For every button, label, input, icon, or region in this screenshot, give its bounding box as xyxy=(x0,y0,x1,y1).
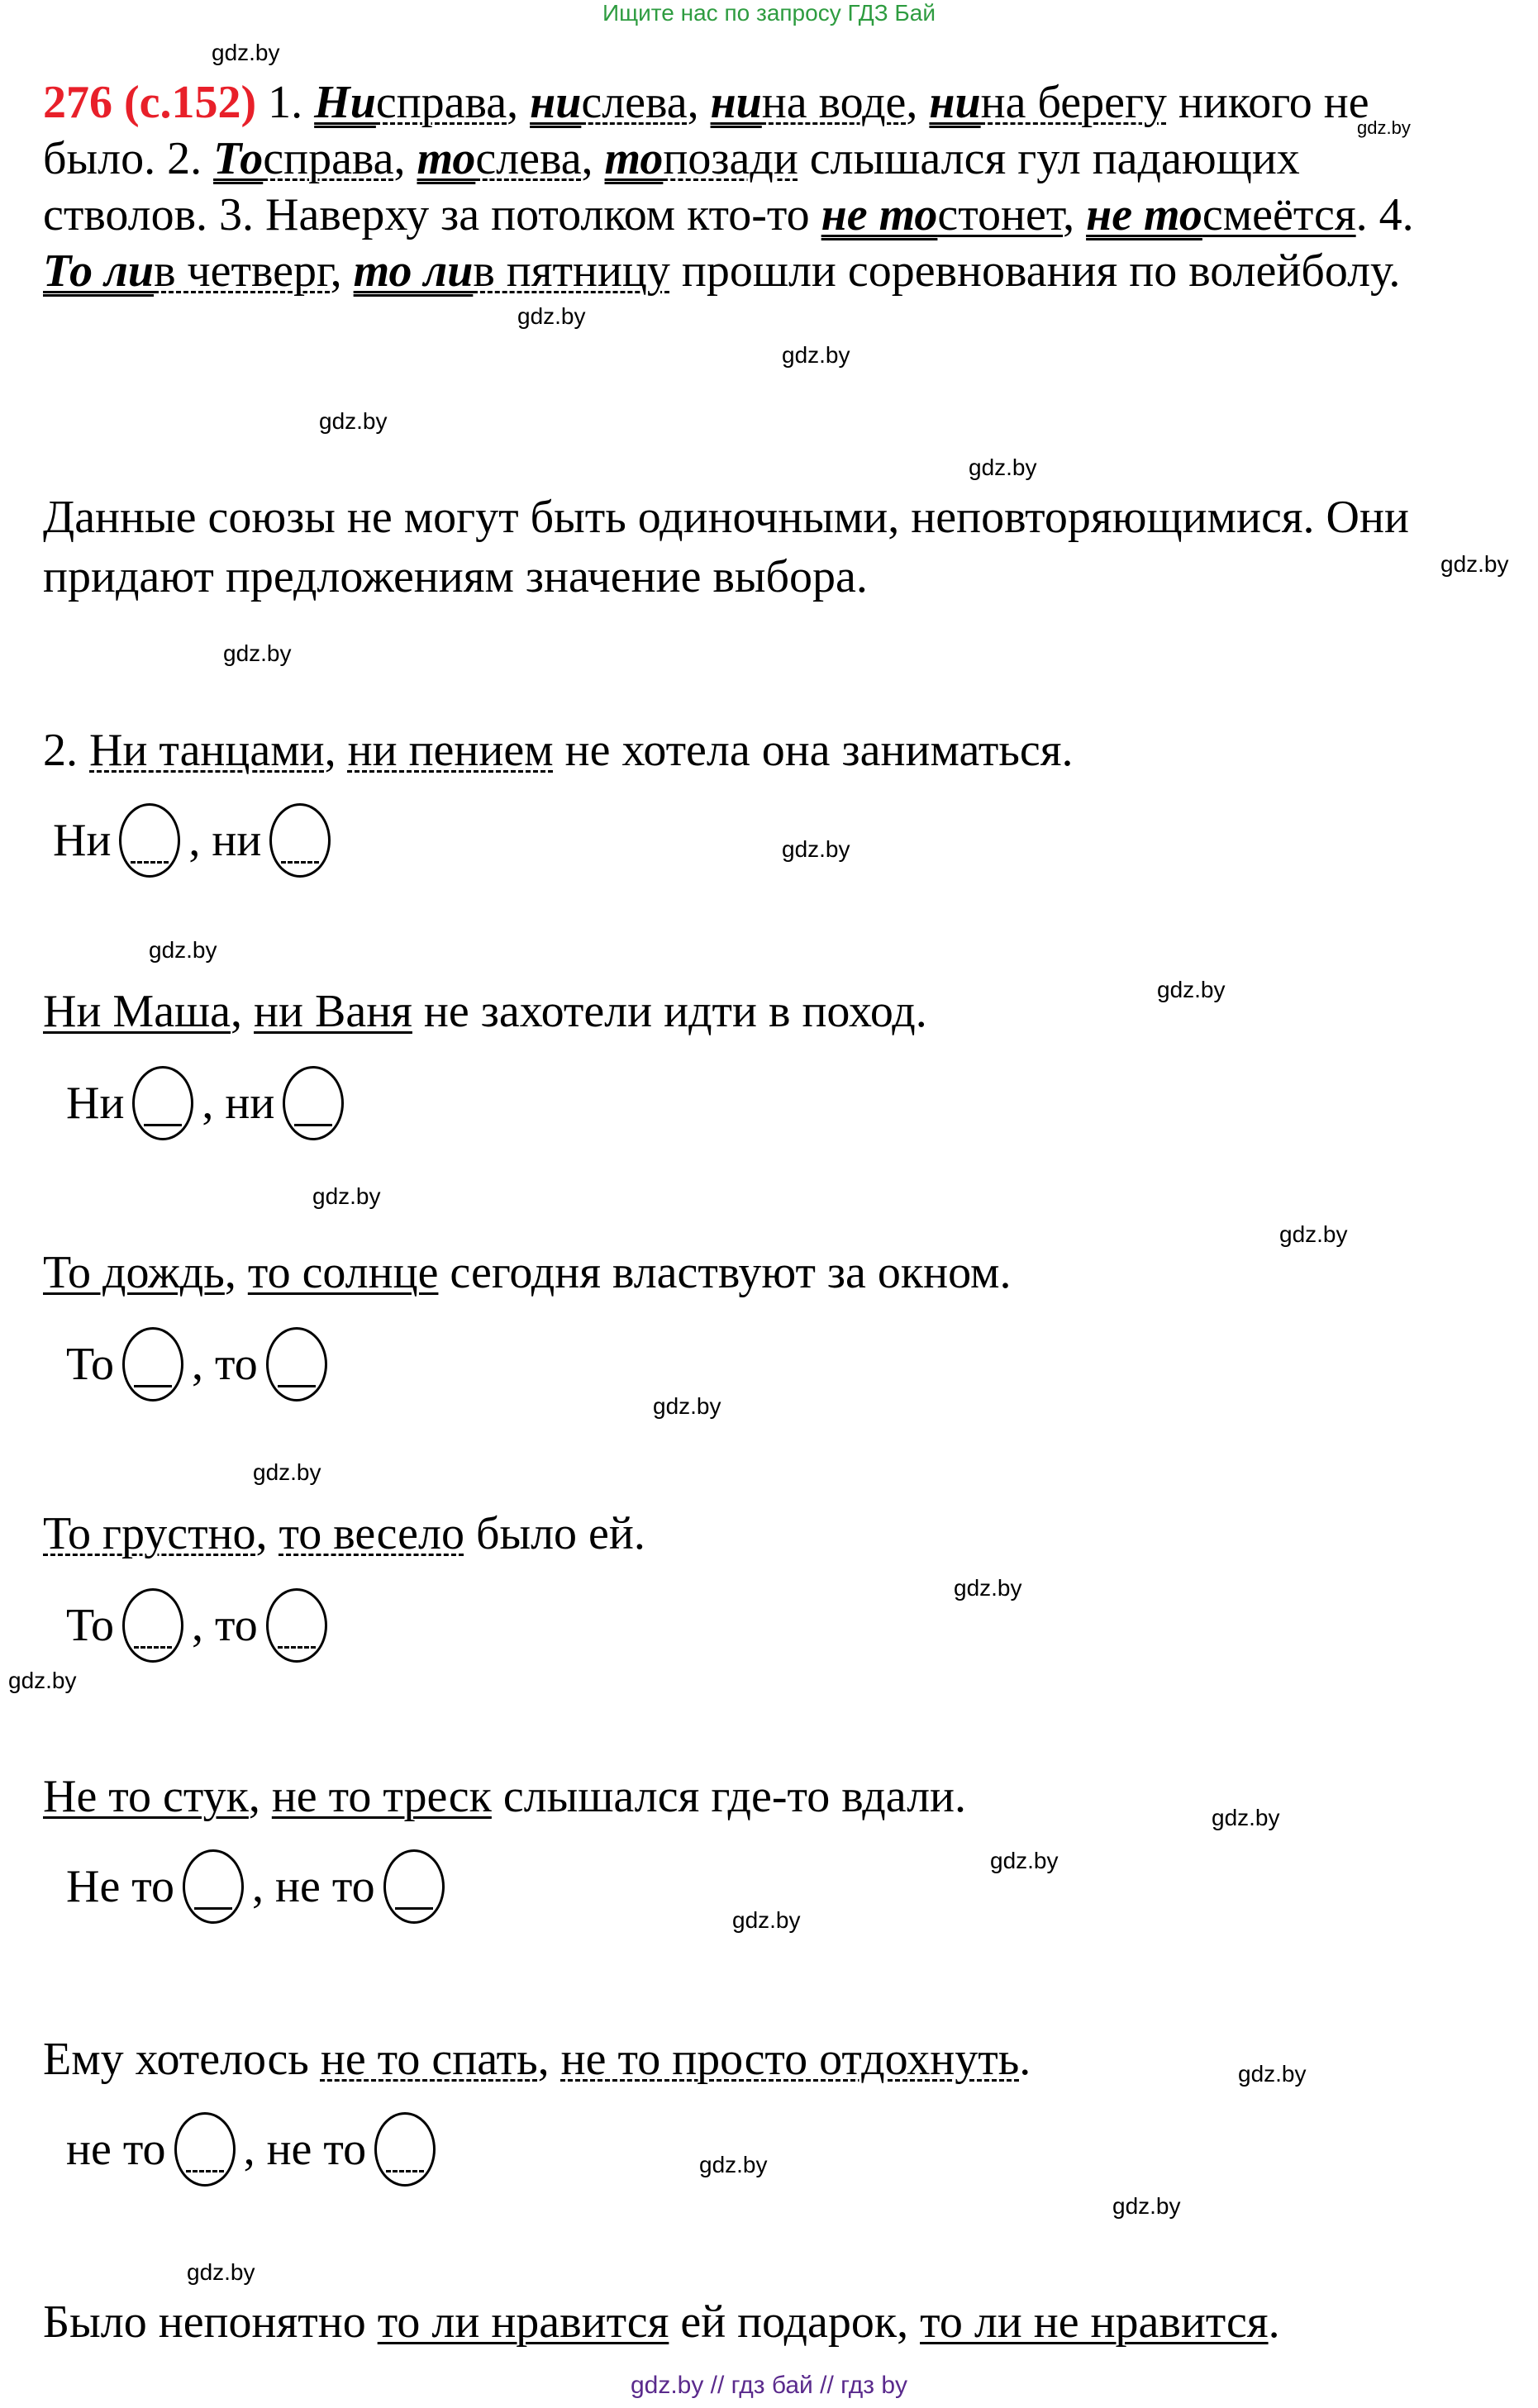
watermark: gdz.by xyxy=(212,40,280,65)
watermark: gdz.by xyxy=(517,303,586,329)
member-oval xyxy=(266,1327,327,1401)
example-sentence: Ему хотелось не то спать, не то просто отдохнуть. xyxy=(43,2034,1031,2085)
example-sentence: То дождь, то солнце сегодня властвуют за окном. xyxy=(43,1247,1012,1298)
member-oval xyxy=(283,1066,344,1140)
watermark: gdz.by xyxy=(1440,551,1509,577)
watermark: gdz.by xyxy=(1212,1805,1280,1830)
watermark: gdz.by xyxy=(699,2152,768,2177)
top-banner[interactable]: Ищите нас по запросу ГДЗ Бай xyxy=(602,0,936,26)
example-scheme: Ни , ни xyxy=(53,803,339,878)
watermark: gdz.by xyxy=(319,408,388,434)
member-oval xyxy=(266,1588,327,1663)
example-sentence: 2. Ни танцами, ни пением не хотела она заниматься. xyxy=(43,725,1074,776)
final-sentence: Было непонятно то ли нравится ей подарок, то ли не нравится. xyxy=(43,2296,1280,2348)
watermark: gdz.by xyxy=(1357,117,1411,138)
task-line-3: стволов. 3. Наверху за потолком кто-то не тостонет, не тосмеётся. 4. xyxy=(43,189,1414,240)
watermark: gdz.by xyxy=(782,836,850,862)
example-sentence: Не то стук, не то треск слышался где-то вдали. xyxy=(43,1771,967,1822)
watermark: gdz.by xyxy=(954,1575,1022,1601)
example-sentence: То грустно, то весело было ей. xyxy=(43,1508,645,1559)
watermark: gdz.by xyxy=(187,2259,255,2285)
watermark: gdz.by xyxy=(990,1848,1059,1873)
watermark: gdz.by xyxy=(1157,977,1226,1002)
watermark: gdz.by xyxy=(253,1459,321,1485)
watermark: gdz.by xyxy=(782,342,850,368)
note-line-2: придают предложениям значение выбора. xyxy=(43,551,868,602)
member-oval xyxy=(119,803,180,878)
example-scheme: Не то , не то xyxy=(66,1849,453,1924)
member-oval xyxy=(374,2112,436,2187)
member-oval xyxy=(383,1849,445,1924)
example-sentence: Ни Маша, ни Ваня не захотели идти в поход. xyxy=(43,986,927,1037)
watermark: gdz.by xyxy=(1112,2193,1181,2219)
watermark: gdz.by xyxy=(149,937,217,963)
note-line-1: Данные союзы не могут быть одиночными, неповторяющимися. Они xyxy=(43,492,1409,543)
member-oval xyxy=(269,803,331,878)
task-line-2: было. 2. Тосправа, тослева, топозади слышался гул падающих xyxy=(43,133,1300,184)
watermark: gdz.by xyxy=(653,1393,721,1419)
example-scheme: То , то xyxy=(66,1588,336,1663)
footer-links[interactable]: gdz.by // гдз бай // гдз by xyxy=(630,2372,908,2399)
watermark: gdz.by xyxy=(223,640,292,666)
watermark: gdz.by xyxy=(312,1183,381,1209)
task-line-1: 276 (с.152) 1. Нисправа, нислева, нина воде, нина берегу никого не xyxy=(43,77,1369,128)
member-oval xyxy=(122,1588,183,1663)
member-oval xyxy=(122,1327,183,1401)
watermark: gdz.by xyxy=(1279,1221,1348,1247)
example-scheme: То , то xyxy=(66,1327,336,1401)
example-scheme: Ни , ни xyxy=(66,1066,352,1140)
watermark: gdz.by xyxy=(969,454,1037,480)
task-number: 276 (с.152) xyxy=(43,77,257,128)
member-oval xyxy=(183,1849,244,1924)
watermark: gdz.by xyxy=(1238,2061,1307,2087)
watermark: gdz.by xyxy=(732,1907,801,1933)
example-scheme: не то , не то xyxy=(66,2112,444,2187)
watermark: gdz.by xyxy=(8,1668,77,1693)
task-line-4: То лив четверг, то лив пятницу прошли соревнования по волейболу. xyxy=(43,245,1401,297)
member-oval xyxy=(174,2112,236,2187)
member-oval xyxy=(132,1066,193,1140)
